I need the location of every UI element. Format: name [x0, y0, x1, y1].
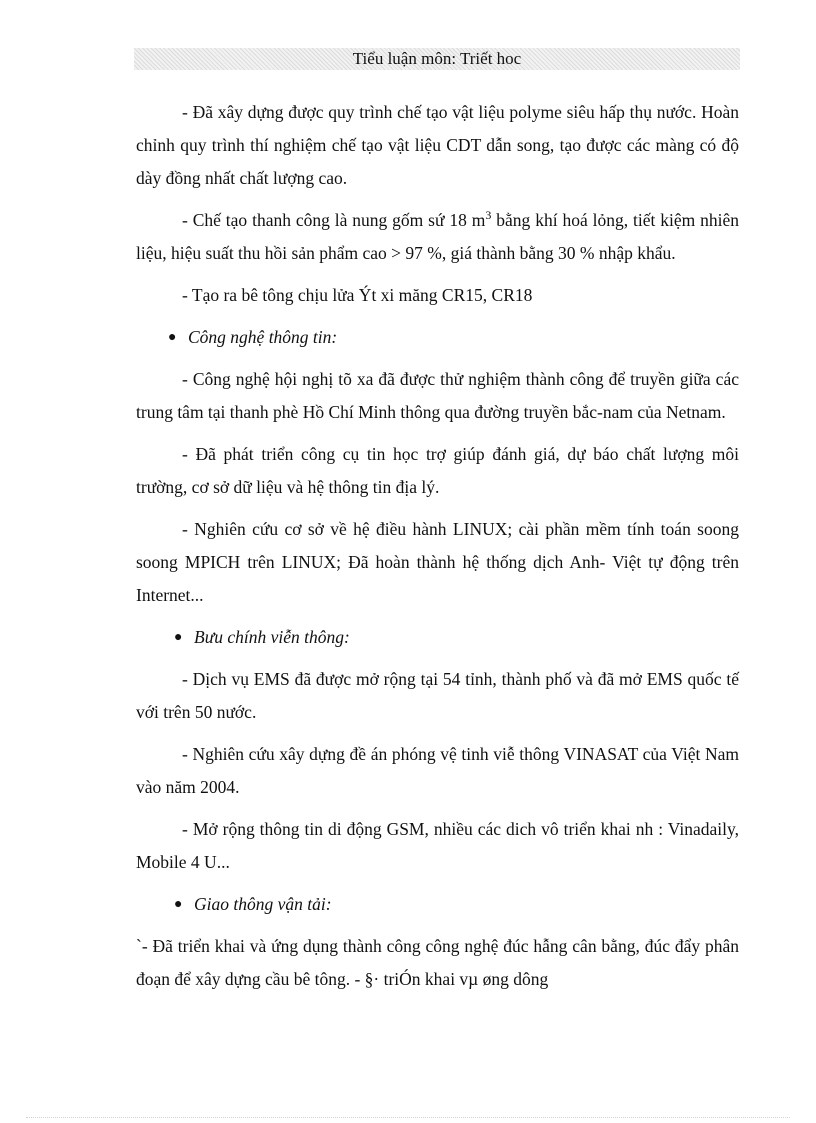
kiln-text-before: - Chế tạo thanh công là nung gốm sứ 18 m — [182, 210, 486, 230]
bullet-label-post: Bưu chính viễn thông: — [194, 627, 350, 647]
bullet-post — [136, 621, 739, 654]
paragraph-bridge: `- Đã triển khai và ứng dụng thành công công nghệ đúc hẫng cân bằng, đúc đẩy phân đoạn để xây dựng cầu bê tông. - §· triÓn khai vµ øng dông — [136, 936, 739, 989]
paragraph-kiln — [136, 204, 739, 270]
paragraph-vinasat: - Nghiên cứu xây dựng đề án phóng vệ tinh viễ thông VINASAT của Việt Nam vào năm 2004. — [136, 744, 739, 797]
document-body — [136, 96, 739, 1005]
bullet-transport — [136, 888, 739, 921]
bullet-dot-icon: ● — [168, 330, 177, 345]
paragraph-gsm: - Mở rộng thông tin di động GSM, nhiều các dich vô triển khai nh : Vinadaily, Mobile 4 U... — [136, 819, 739, 872]
bullet-label-transport: Giao thông vận tải: — [194, 894, 332, 914]
bullet-dot-icon: ● — [174, 897, 183, 912]
bullet-it — [136, 321, 739, 354]
page-bottom-rule — [26, 1117, 790, 1118]
kiln-superscript: 3 — [485, 208, 492, 223]
paragraph-environment-tools: - Đã phát triển công cụ tin học trợ giúp đánh giá, dự báo chất lượng môi trường, cơ sở dữ liệu và hệ thông tin địa lý. — [136, 444, 739, 497]
bullet-dot-icon: ● — [174, 630, 183, 645]
paragraph-ems: - Dịch vụ EMS đã được mở rộng tại 54 tỉnh, thành phố và đã mở EMS quốc tế với trên 50 nước. — [136, 669, 739, 722]
kiln-text-after: bằng khí hoá lỏng, tiết kiệm nhiên liệu, hiệu suất thu hồi sản phẩm cao > 97 %, giá thành bằng 30 % nhập khẩu. — [136, 210, 740, 263]
bullet-label-it: Công nghệ thông tin: — [188, 327, 338, 347]
paragraph-polymer: - Đã xây dựng được quy trình chế tạo vật liệu polyme siêu hấp thụ nước. Hoàn chỉnh quy trình thí nghiệm chế tạo vật liệu CDT dẫn song, tạo được các màng có độ dày đồng nhất chất lượng cao. — [136, 102, 739, 188]
header-title: Tiểu luận môn: Triết hoc — [352, 49, 522, 68]
document-header — [134, 48, 740, 70]
paragraph-teleconference: - Công nghệ hội nghị tõ xa đã được thử nghiệm thành công để truyền giữa các trung tâm tại thanh phè Hồ Chí Minh thông qua đường truyền bắc-nam của Netnam. — [136, 369, 739, 422]
paragraph-linux: - Nghiên cứu cơ sở về hệ điều hành LINUX; cài phần mềm tính toán soong soong MPICH trên LINUX; Đã hoàn thành hệ thống dịch Anh- Việt tự động trên Internet... — [136, 519, 739, 605]
paragraph-concrete: - Tạo ra bê tông chịu lửa Ýt xi măng CR15, CR18 — [182, 285, 533, 305]
